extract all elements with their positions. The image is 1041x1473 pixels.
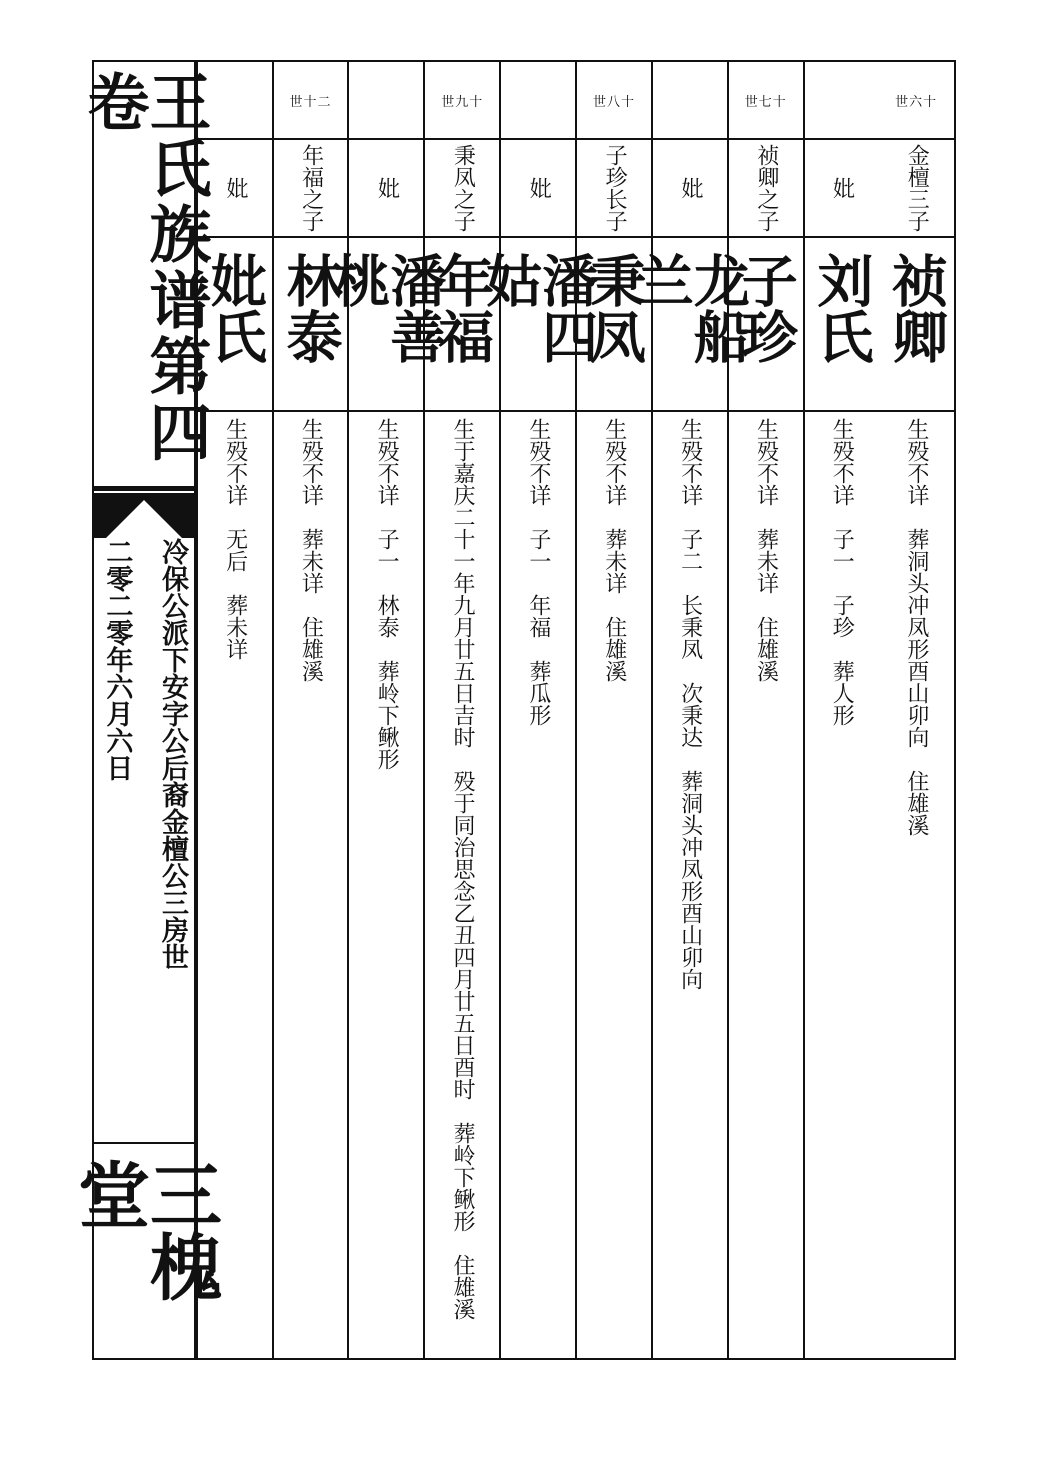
relation-cell: 年福之子 [274, 140, 348, 238]
name-cell: 潘善桃 [349, 238, 423, 412]
genealogy-column [477, 62, 600, 1358]
relation-cell: 金檀三子 [878, 140, 954, 238]
genealogy-column [878, 62, 954, 1358]
subtitle: 冷保公派下安字公后裔金檀公三房世 [157, 538, 188, 970]
hall-name-text: 三槐堂 [66, 1158, 223, 1302]
hall-name [66, 1142, 223, 1358]
generation-cell [198, 62, 272, 140]
genealogy-column [325, 62, 448, 1358]
bio-cell: 生于嘉庆二十一年九月廿五日吉时 殁于同治思念乙丑四月廿五日酉时 葬岭下鳅形 住雄溪 [450, 418, 476, 1320]
bio-cell: 生殁不详 子一 林泰 葬岭下鳅形 [374, 418, 400, 770]
name-cell: 林泰 [274, 238, 348, 412]
bio-cell: 生殁不详 子一 子珍 葬人形 [829, 418, 855, 726]
genealogy-grid [196, 62, 954, 1358]
relation-cell: 妣 [501, 140, 575, 238]
genealogy-column [272, 62, 348, 1358]
bio-cell: 生殁不详 子一 年福 葬瓜形 [525, 418, 551, 726]
name-cell: 龙船兰 [653, 238, 727, 412]
generation-cell [653, 62, 727, 140]
name-cell: 祯卿 [878, 238, 954, 412]
bio-cell: 生殁不详 葬未详 住雄溪 [753, 418, 779, 682]
relation-cell: 妣 [653, 140, 727, 238]
generation-cell: 世八十 [577, 62, 651, 140]
genealogy-column [803, 62, 879, 1358]
genealogy-column [628, 62, 751, 1358]
relation-cell: 子珍长子 [577, 140, 651, 238]
bio-cell: 生殁不详 葬未详 住雄溪 [601, 418, 627, 682]
bio-cell: 生殁不详 子二 长秉凤 次秉达 葬洞头冲凤形酉山卯向 [677, 418, 703, 990]
generation-cell: 世九十 [425, 62, 499, 140]
name-cell: 年福 [425, 238, 499, 412]
bio-cell: 生殁不详 葬洞头冲凤形酉山卯向 住雄溪 [903, 418, 929, 836]
generation-cell: 世十二 [274, 62, 348, 140]
book-title [77, 62, 212, 486]
relation-cell: 妣 [805, 140, 879, 238]
generation-cell: 世七十 [729, 62, 803, 140]
name-cell: 刘氏 [805, 238, 879, 412]
subtitle-area [94, 532, 194, 1142]
bio-cell: 生殁不详 无后 葬未详 [222, 418, 248, 660]
generation-cell: 世六十 [878, 62, 954, 140]
generation-cell [805, 62, 879, 140]
date: 二零二零年六月六日 [101, 538, 133, 781]
relation-cell: 妣 [198, 140, 272, 238]
name-cell: 子珍 [729, 238, 803, 412]
genealogy-column [196, 62, 272, 1358]
bio-cell: 生殁不详 葬未详 住雄溪 [298, 418, 324, 682]
relation-cell: 祯卿之子 [729, 140, 803, 238]
generation-cell [501, 62, 575, 140]
name-cell: 妣氏 [198, 238, 272, 412]
generation-cell [349, 62, 423, 140]
genealogy-page [66, 60, 956, 1360]
relation-cell: 秉凤之子 [425, 140, 499, 238]
name-cell: 潘四姑 [501, 238, 575, 412]
name-cell: 秉凤 [577, 238, 651, 412]
title-panel [66, 62, 223, 1358]
book-title-text: 王氏族谱第四卷 [77, 70, 212, 466]
relation-cell: 妣 [349, 140, 423, 238]
